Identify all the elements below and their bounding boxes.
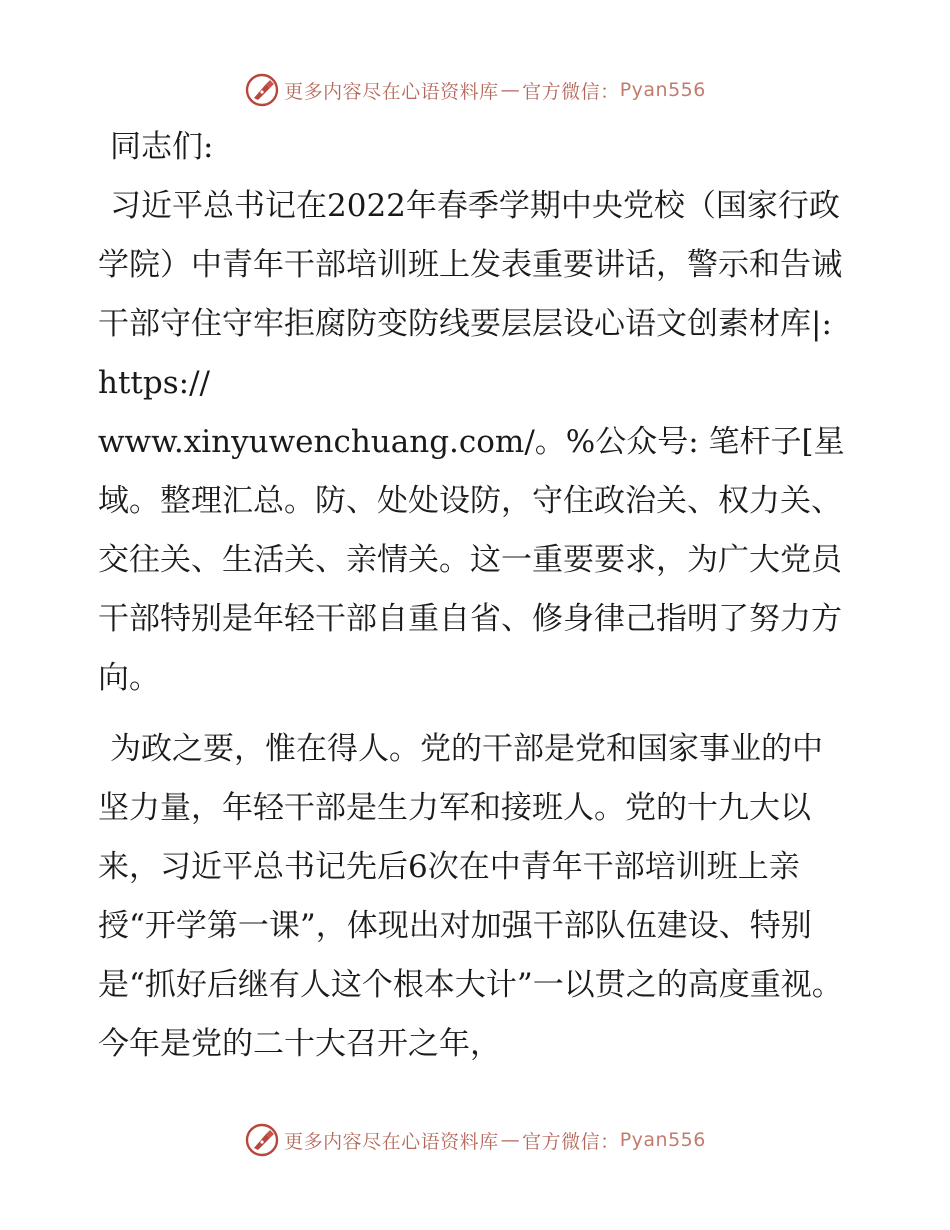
red-pen-nib-icon (244, 1122, 280, 1158)
watermark-official-label: 官方微信： (522, 80, 620, 103)
paragraph-1-continued: www.xinyuwenchuang.com/。%公众号: 笔杆子[星域。整理汇总。防、处处设防，守住政治关、权力关、交往关、生活关、亲情关。这一重要要求，为广大党员干部特别是年轻干部自重自省、修身律己指明了努力方向。 (98, 424, 845, 696)
watermark-official-label: 官方微信： (522, 1130, 620, 1153)
paragraph-2: 为政之要，惟在得人。党的干部是党和国家事业的中坚力量，年轻干部是生力军和接班人。党的十九大以来，习近平总书记先后6次在中青年干部培训班上亲授“开学第一课”，体现出对加强干部队伍建设、特别是“抓好后继有人这个根本大计”一以贯之的高度重视。今年是党的二十大召开之年， (98, 731, 843, 1062)
paragraph-1: 习近平总书记在2022年春季学期中央党校（国家行政学院）中青年干部培训班上发表重要讲话，警示和告诫干部守住守牢拒腐防变防线要层层设心语文创素材库|: https:// (98, 188, 842, 401)
watermark-main-text: 更多内容尽在心语资料库 (284, 1130, 499, 1153)
watermark-handle: Pyan556 (619, 79, 706, 101)
watermark-handle: Pyan556 (619, 1129, 706, 1151)
red-pen-nib-icon (244, 72, 280, 108)
watermark-main-text: 更多内容尽在心语资料库 (284, 80, 499, 103)
header-watermark (0, 70, 950, 110)
greeting: 同志们: (110, 129, 214, 165)
watermark-separator: — (500, 79, 521, 101)
document-body (98, 118, 850, 1074)
footer-watermark (0, 1120, 950, 1160)
watermark-separator: — (500, 1129, 521, 1151)
